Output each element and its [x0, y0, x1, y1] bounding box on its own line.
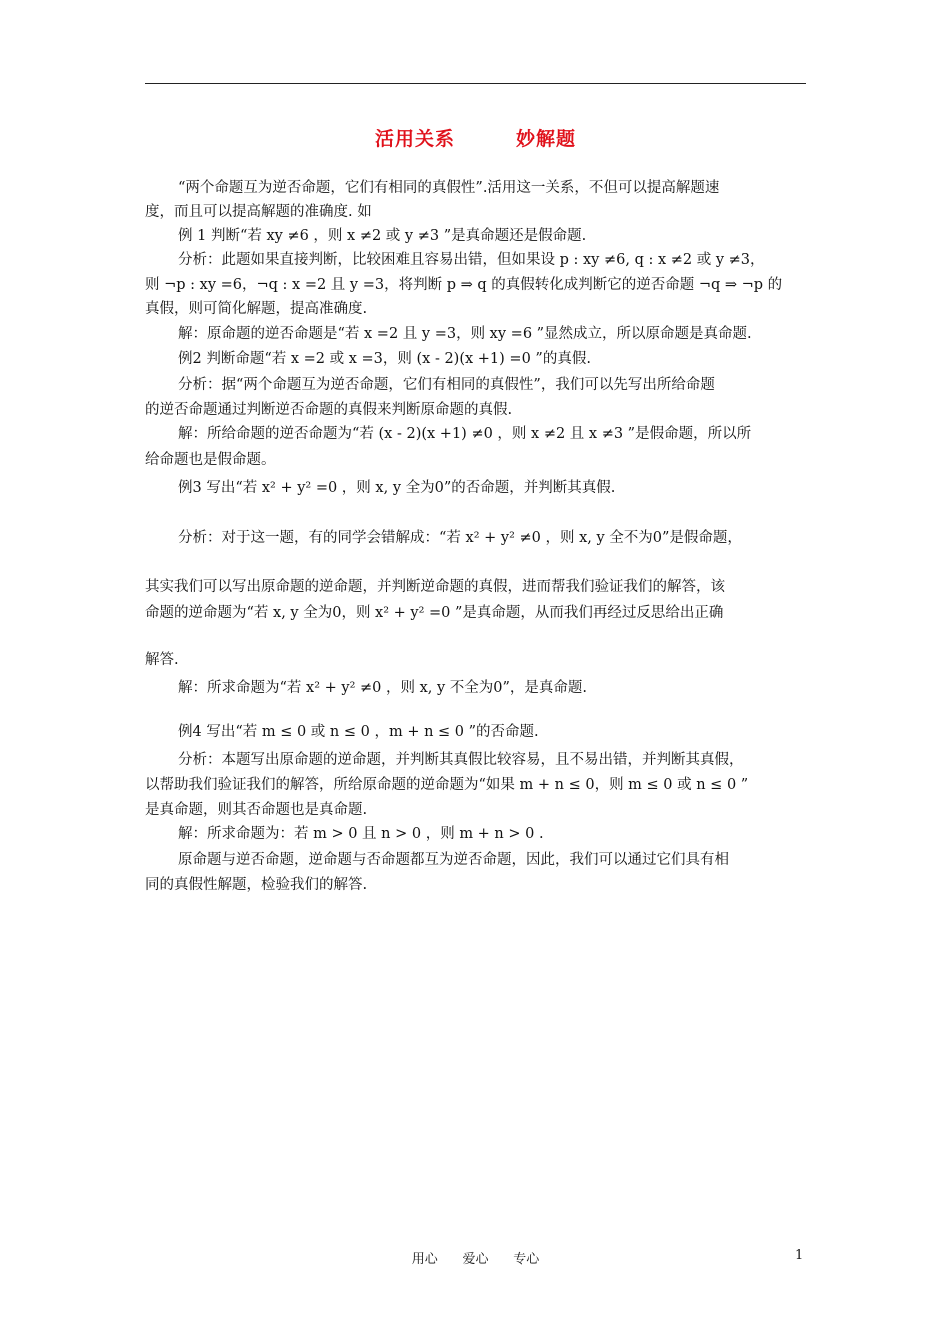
paragraph-line: 的逆否命题通过判断逆否命题的真假来判断原命题的真假.	[145, 402, 513, 418]
paragraph-line: 是真命题，则其否命题也是真命题.	[145, 802, 368, 818]
paragraph-line: 其实我们可以写出原命题的逆命题，并判断逆命题的真假，进而帮我们验证我们的解答，该	[145, 579, 725, 595]
paragraph-line: 原命题与逆否命题，逆命题与否命题都互为逆否命题，因此，我们可以通过它们具有相	[178, 852, 729, 868]
paragraph-line: 解答.	[145, 652, 179, 668]
paragraph-line: 例 1 判断“若 xy ≠6 ，则 x ≠2 或 y ≠3 ”是真命题还是假命题.	[178, 228, 587, 244]
paragraph-line: 度，而且可以提高解题的准确度. 如	[145, 204, 372, 220]
paragraph-line: 例3 写出“若 x² + y² =0 ，则 x, y 全为0”的否命题，并判断其真假.	[178, 480, 616, 496]
page-number: 1	[795, 1248, 804, 1263]
page-footer: 用心 爱心 专心	[411, 1252, 540, 1267]
page-title: 活用关系 妙解题	[375, 128, 576, 150]
paragraph-line: 命题的逆命题为“若 x, y 全为0，则 x² + y² =0 ”是真命题，从而我们再经过反思给出正确	[145, 605, 724, 621]
paragraph-line: 解：原命题的逆否命题是“若 x =2 且 y =3，则 xy =6 ”显然成立，所以原命题是真命题.	[178, 326, 752, 342]
paragraph-line: 例2 判断命题“若 x =2 或 x =3，则 (x - 2)(x +1) =0 ”的真假.	[178, 351, 591, 367]
paragraph-line: 以帮助我们验证我们的解答，所给原命题的逆命题为“如果 m + n ≤ 0，则 m ≤ 0 或 n ≤ 0 ”	[145, 777, 749, 793]
paragraph-line: 解：所求命题为：若 m > 0 且 n > 0 ，则 m + n > 0 .	[178, 826, 544, 842]
paragraph-line: 分析：据“两个命题互为逆否命题，它们有相同的真假性”，我们可以先写出所给命题	[178, 377, 715, 393]
paragraph-line: 分析：对于这一题，有的同学会错解成：“若 x² + y² ≠0 ，则 x, y 全不为0”是假命题，	[178, 530, 742, 546]
paragraph-line: 解：所给命题的逆否命题为“若 (x - 2)(x +1) ≠0 ，则 x ≠2 且 x ≠3 ”是假命题，所以所	[178, 426, 752, 442]
paragraph-line: 真假，则可简化解题，提高准确度.	[145, 301, 368, 317]
header-rule	[145, 83, 806, 84]
paragraph-line: “两个命题互为逆否命题，它们有相同的真假性”.活用这一关系，不但可以提高解题速	[178, 180, 720, 196]
paragraph-line: 则 ¬p : xy =6，¬q : x =2 且 y =3，将判断 p ⇒ q 的真假转化成判断它的逆否命题 ¬q ⇒ ¬p 的	[145, 277, 783, 293]
paragraph-line: 给命题也是假命题。	[145, 452, 276, 468]
paragraph-line: 分析：本题写出原命题的逆命题，并判断其真假比较容易，且不易出错，并判断其真假，	[178, 752, 744, 768]
paragraph-line: 同的真假性解题，检验我们的解答.	[145, 877, 368, 893]
paragraph-line: 分析：此题如果直接判断，比较困难且容易出错，但如果设 p : xy ≠6, q : x ≠2 或 y ≠3，	[178, 252, 765, 268]
paragraph-line: 例4 写出“若 m ≤ 0 或 n ≤ 0 ，m + n ≤ 0 ”的否命题.	[178, 724, 539, 740]
paragraph-line: 解：所求命题为“若 x² + y² ≠0 ，则 x, y 不全为0”，是真命题.	[178, 680, 588, 696]
